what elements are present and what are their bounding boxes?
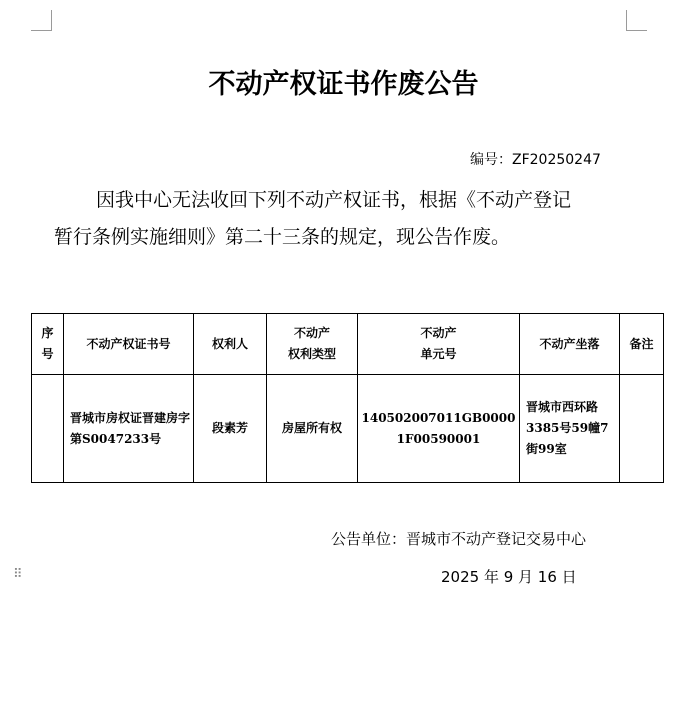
void-certificate-table	[31, 313, 664, 483]
cell-unit-no: 140502007011GB00001F00590001	[358, 375, 520, 483]
cell-holder: 段素芳	[194, 375, 267, 483]
cell-remark	[620, 375, 664, 483]
header-seq: 序 号	[32, 314, 64, 375]
table-header-row	[32, 314, 664, 375]
drag-handle-icon[interactable]: ⠿	[13, 567, 23, 582]
header-location: 不动产坐落	[520, 314, 620, 375]
publish-date: 2025 年 9 月 16 日	[441, 568, 577, 586]
body-line-1: 因我中心无法收回下列不动产权证书，根据《不动产登记	[96, 189, 572, 211]
header-holder: 权利人	[194, 314, 267, 375]
header-remark: 备注	[620, 314, 664, 375]
publisher-line: 公告单位：晋城市不动产登记交易中心	[331, 530, 587, 548]
body-line-2: 暂行条例实施细则》第二十三条的规定，现公告作废。	[54, 226, 511, 248]
cell-right-type: 房屋所有权	[267, 375, 358, 483]
cell-seq	[32, 375, 64, 483]
document-number: 编号：ZF20250247	[470, 152, 601, 168]
cell-cert-no: 晋城市房权证晋建房字第S0047233号	[64, 375, 194, 483]
table-row	[32, 375, 664, 483]
cell-location: 晋城市西环路3385号59幢7街99室	[520, 375, 620, 483]
crop-mark-top-right	[626, 10, 647, 31]
header-unit-no: 不动产 单元号	[358, 314, 520, 375]
page-title: 不动产权证书作废公告	[208, 69, 479, 100]
header-cert-no: 不动产权证书号	[64, 314, 194, 375]
crop-mark-top-left	[31, 10, 52, 31]
header-right-type: 不动产 权利类型	[267, 314, 358, 375]
announcement-body	[54, 182, 634, 256]
